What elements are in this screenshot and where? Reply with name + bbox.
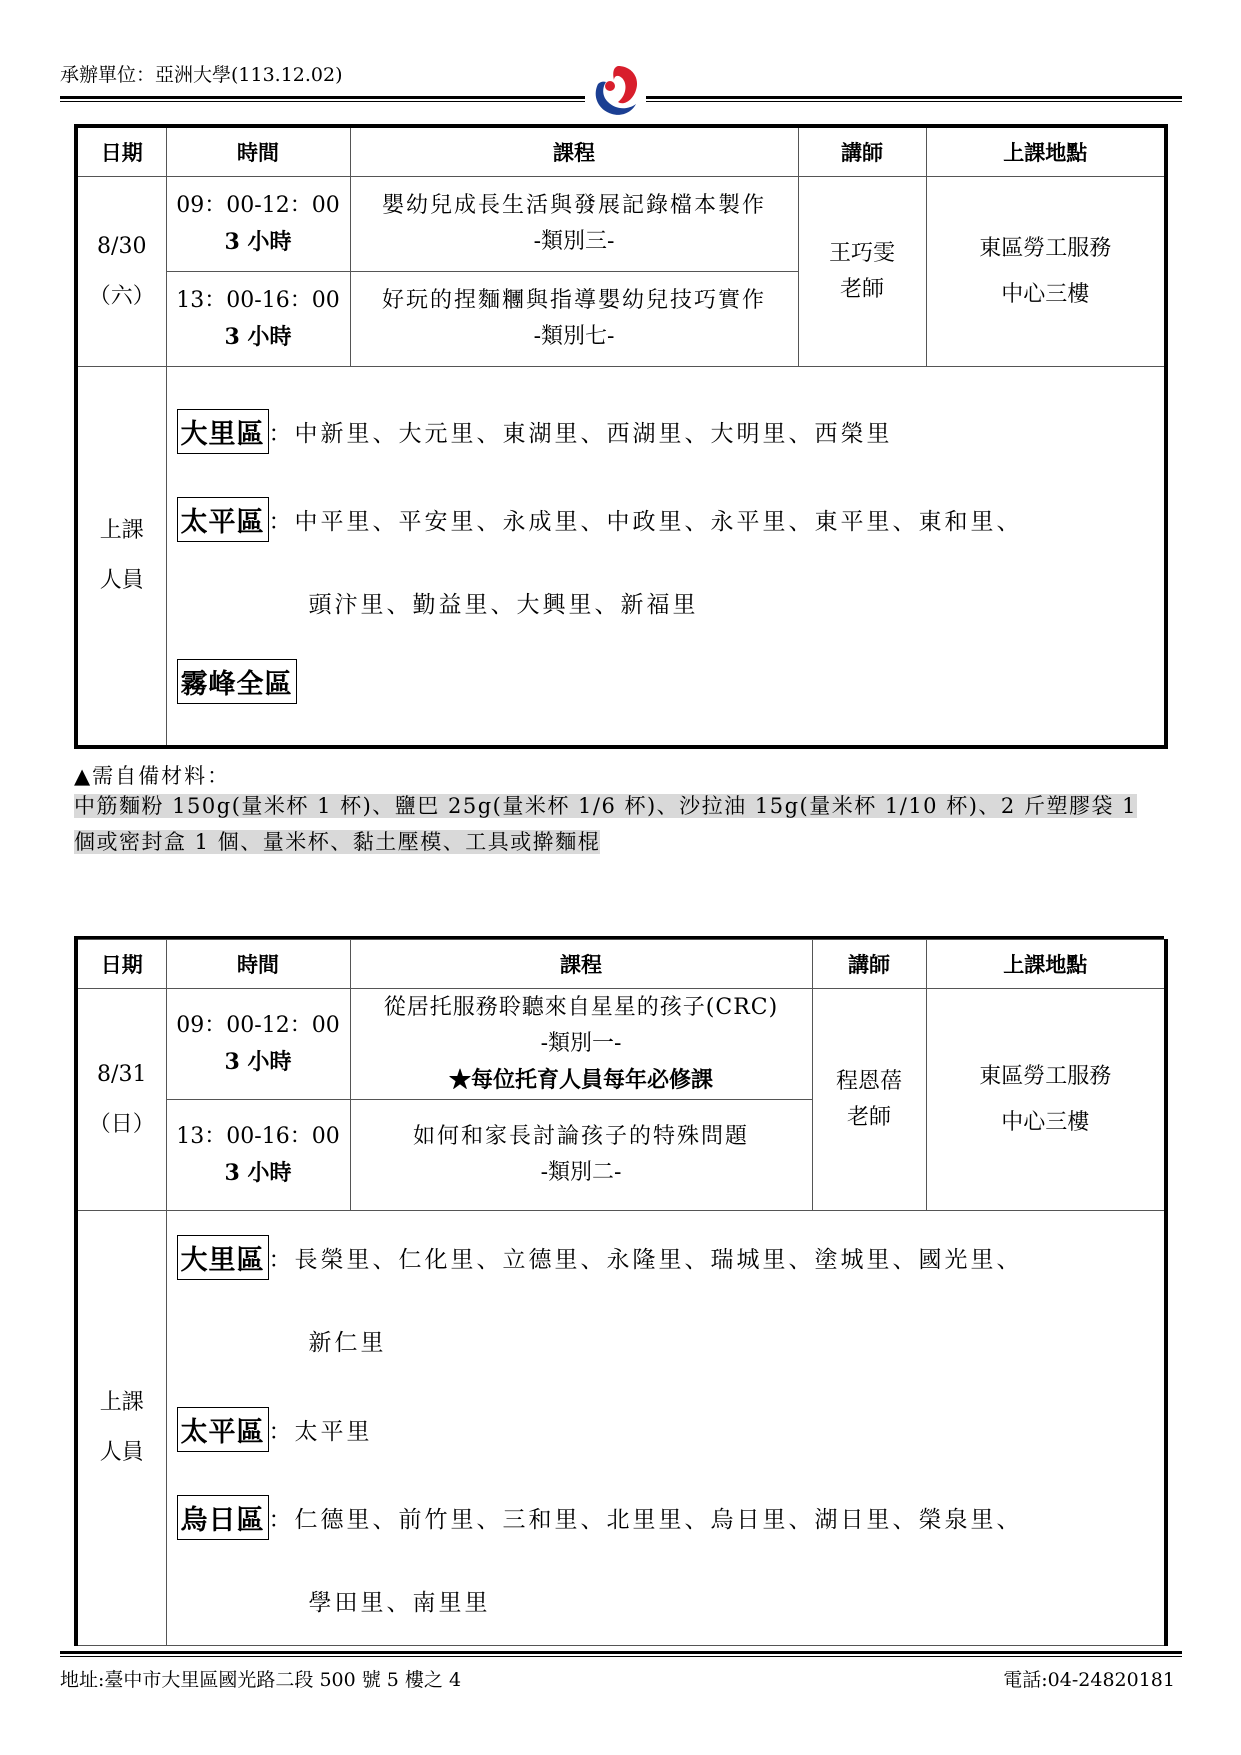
header-rule-right-thin <box>646 101 1182 102</box>
instructor-cell <box>812 989 926 1211</box>
district-name: 霧峰全區 <box>177 659 297 704</box>
organization-logo <box>588 62 644 118</box>
district-name: 太平區 <box>177 1407 269 1452</box>
attendees-label-cell <box>76 1211 166 1646</box>
district-villages: ：中新里、大元里、東湖里、西湖里、大明里、西榮里 <box>268 420 893 447</box>
time-range: 09：00-12：00 <box>176 1013 340 1038</box>
table-header-row <box>76 126 1166 177</box>
course-title: 如何和家長討論孩子的特殊問題 <box>412 1124 749 1149</box>
materials-line-2: 個或密封盒 1 個、量米杯、黏土壓模、工具或擀麵棍 <box>74 830 601 854</box>
course-title: 好玩的捏麵糰與指導嬰幼兒技巧實作 <box>381 288 766 313</box>
materials-title: ▲需自備材料： <box>74 764 231 788</box>
organizer-text: 承辦單位：亞洲大學(113.12.02) <box>60 64 343 86</box>
header-rule-right <box>646 96 1182 99</box>
attendees-list-cell <box>166 1211 1166 1646</box>
course-cell <box>350 272 798 367</box>
location-line-1: 東區勞工服務 <box>979 235 1112 261</box>
date: 8/31 <box>97 1061 147 1087</box>
course-title: 嬰幼兒成長生活與發展記錄檔本製作 <box>381 193 766 218</box>
attendees-label-1: 上課 <box>99 1390 144 1415</box>
col-date: 日期 <box>76 940 166 989</box>
table-header-row <box>76 940 1166 989</box>
footer-rule <box>60 1651 1182 1654</box>
col-instructor: 講師 <box>798 126 926 177</box>
instructor-title: 老師 <box>839 276 884 302</box>
time-range: 09：00-12：00 <box>176 193 340 218</box>
course-category: -類別七- <box>533 324 615 349</box>
location-line-2: 中心三樓 <box>1001 1109 1090 1135</box>
col-time: 時間 <box>166 126 350 177</box>
session-row <box>76 989 1166 1100</box>
time-range: 13：00-16：00 <box>176 1124 340 1149</box>
col-course: 課程 <box>350 126 798 177</box>
location-cell <box>926 177 1166 367</box>
col-location: 上課地點 <box>926 940 1166 989</box>
instructor-cell <box>798 177 926 367</box>
attendees-label-2: 人員 <box>99 1440 144 1465</box>
instructor-name: 王巧雯 <box>828 240 895 266</box>
date-cell <box>76 989 166 1211</box>
col-instructor: 講師 <box>812 940 926 989</box>
location-cell <box>926 989 1166 1211</box>
district-name: 太平區 <box>177 497 269 542</box>
col-time: 時間 <box>166 940 350 989</box>
duration: 3 小時 <box>224 1049 292 1075</box>
district-villages: ：長榮里、仁化里、立德里、永隆里、瑞城里、塗城里、國光里、 <box>268 1246 1023 1273</box>
duration: 3 小時 <box>224 1160 292 1186</box>
district-villages-continued: 新仁里 <box>308 1330 387 1356</box>
location-line-1: 東區勞工服務 <box>979 1063 1112 1089</box>
footer-address: 地址:臺中市大里區國光路二段 500 號 5 樓之 4 <box>60 1669 462 1691</box>
date-cell <box>76 177 166 367</box>
course-cell <box>350 177 798 272</box>
time-cell <box>166 177 350 272</box>
weekday: （日） <box>88 1111 155 1137</box>
location-line-2: 中心三樓 <box>1001 281 1090 307</box>
date: 8/30 <box>97 233 147 259</box>
course-cell <box>350 1100 812 1211</box>
district-villages: ：中平里、平安里、永成里、中政里、永平里、東平里、東和里、 <box>268 508 1023 535</box>
attendees-label-cell <box>76 367 166 747</box>
time-cell <box>166 989 350 1100</box>
attendees-row <box>76 1211 1166 1646</box>
materials-line-1: 中筋麵粉 150g(量米杯 1 杯)、鹽巴 25g(量米杯 1/6 杯)、沙拉油 15g(量米杯 1/10 杯)、2 斤塑膠袋 1 <box>74 794 1137 818</box>
district-villages: ：仁德里、前竹里、三和里、北里里、烏日里、湖日里、榮泉里、 <box>268 1506 1023 1533</box>
col-location: 上課地點 <box>926 126 1166 177</box>
district-villages: ：太平里 <box>268 1418 373 1445</box>
session-row <box>76 177 1166 272</box>
footer-rule-thin <box>60 1656 1182 1657</box>
time-range: 13：00-16：00 <box>176 288 340 313</box>
instructor-title: 老師 <box>846 1104 891 1130</box>
col-course: 課程 <box>350 940 812 989</box>
col-date: 日期 <box>76 126 166 177</box>
schedule-table-1 <box>74 124 1168 749</box>
attendees-label-1: 上課 <box>99 517 144 543</box>
header-rule-left-thin <box>60 101 585 102</box>
footer-phone: 電話:04-24820181 <box>1003 1669 1175 1691</box>
materials-list <box>74 788 1184 860</box>
time-cell <box>166 272 350 367</box>
course-category: -類別一- <box>540 1031 622 1056</box>
district-name: 大里區 <box>177 1235 269 1280</box>
attendees-row <box>76 367 1166 747</box>
district-name: 烏日區 <box>177 1495 269 1540</box>
instructor-name: 程恩蓓 <box>835 1068 902 1094</box>
district-villages-continued: 頭汴里、勤益里、大興里、新福里 <box>308 592 699 618</box>
attendees-label-2: 人員 <box>99 567 144 593</box>
schedule-table-2 <box>74 939 1168 1646</box>
course-category: -類別二- <box>540 1160 622 1185</box>
time-cell <box>166 1100 350 1211</box>
attendees-list-cell <box>166 367 1166 747</box>
course-title: 從居托服務聆聽來自星星的孩子(CRC) <box>383 995 779 1020</box>
district-name: 大里區 <box>177 409 269 454</box>
required-course-note: ★每位托育人員每年必修課 <box>448 1067 713 1093</box>
weekday: （六） <box>88 283 155 309</box>
course-cell <box>350 989 812 1100</box>
duration: 3 小時 <box>224 229 292 255</box>
header-rule-left <box>60 96 585 99</box>
district-villages-continued: 學田里、南里里 <box>308 1590 491 1616</box>
course-category: -類別三- <box>533 229 615 254</box>
duration: 3 小時 <box>224 324 292 350</box>
